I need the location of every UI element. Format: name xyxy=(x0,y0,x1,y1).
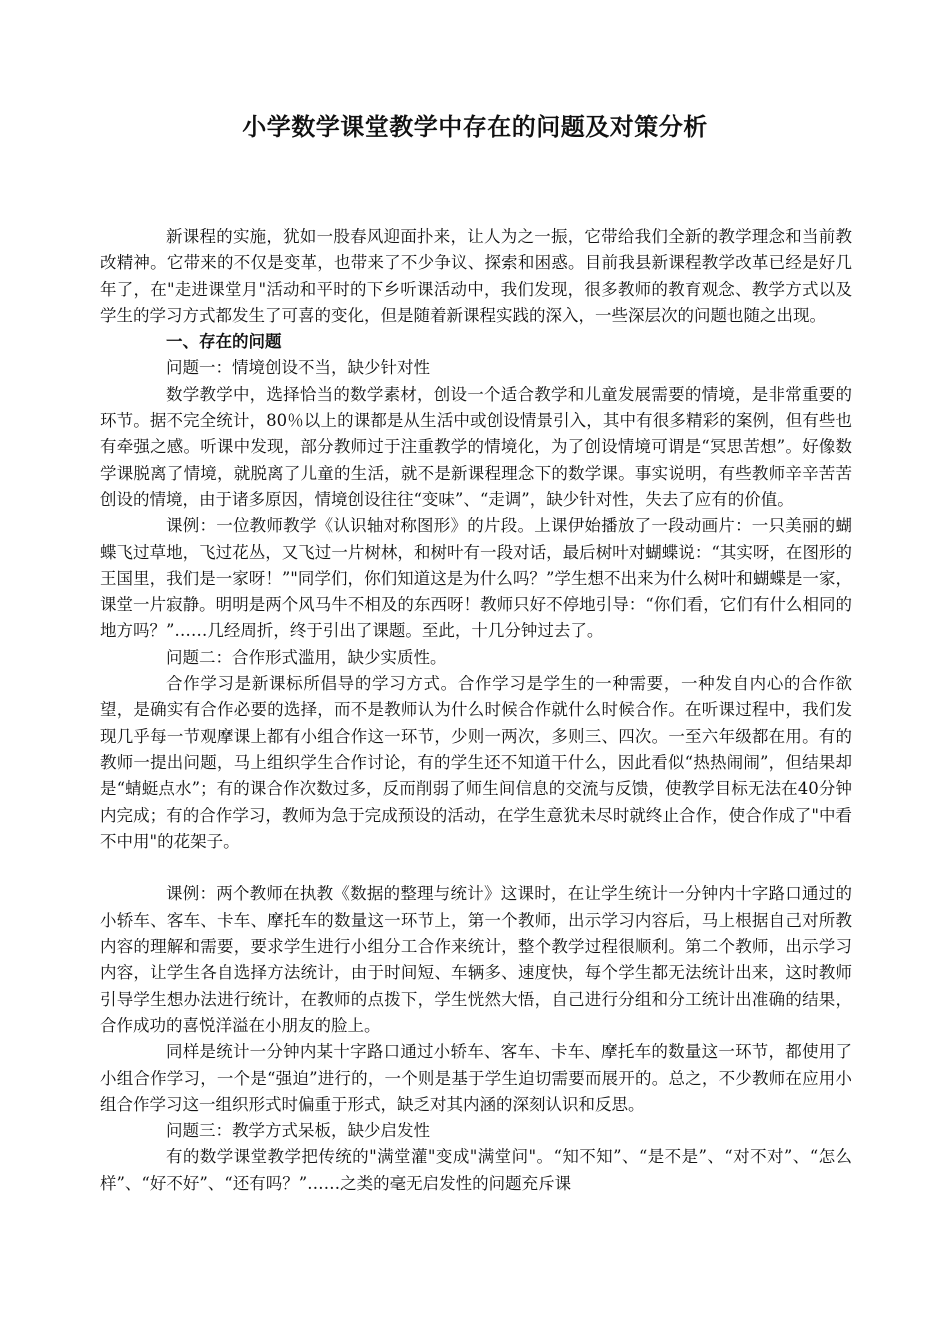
case-paragraph: 课例：一位教师教学《认识轴对称图形》的片段。上课伊始播放了一段动画片：一只美丽的蝴蝶飞过草地，飞过花丛，又飞过一片树林，和树叶有一段对话，最后树叶对蝴蝶说：“其实呀，在图形的王国里，我们是一家呀！”"同学们，你们知道这是为什么吗？”学生想不出来为什么树叶和蝴蝶是一家，课堂一片寂静。明明是两个风马牛不相及的东西呀！教师只好不停地引导：“你们看，它们有什么相同的地方吗？”……几经周折，终于引出了课题。至此，十几分钟过去了。 xyxy=(100,516,852,641)
body-paragraph: 有的数学课堂教学把传统的"满堂灌"变成"满堂问"。“知不知”、“是不是”、“对不对”、“怎么样”、“好不好”、“还有吗？”……之类的毫无启发性的问题充斥课 xyxy=(100,1147,852,1193)
intro-paragraph: 新课程的实施，犹如一股春风迎面扑来，让人为之一振，它带给我们全新的教学理念和当前教改精神。它带来的不仅是变革，也带来了不少争议、探索和困惑。目前我县新课程教学改革已经是好几年了，在"走进课堂月"活动和平时的下乡听课活动中，我们发现，很多教师的教育观念、教学方式以及学生的学习方式都发生了可喜的变化，但是随着新课程实践的深入，一些深层次的问题也随之出现。 xyxy=(100,227,852,325)
problem-heading: 问题二：合作形式滥用，缺少实质性。 xyxy=(166,647,447,667)
case-paragraph: 课例：两个教师在执教《数据的整理与统计》这课时，在让学生统计一分钟内十字路口通过的小轿车、客车、卡车、摩托车的数量这一环节上，第一个教师，出示学习内容后，马上根据自己对所教内容的理解和需要，要求学生进行小组分工合作来统计，整个教学过程很顺利。第二个教师，出示学习内容，让学生各自选择方法统计，由于时间短、车辆多、速度快，每个学生都无法统计出来，这时教师引导学生想办法进行统计，在教师的点拨下，学生恍然大悟，自己进行分组和分工统计出准确的结果，合作成功的喜悦洋溢在小朋友的脸上。 xyxy=(100,884,852,1035)
document-body xyxy=(100,224,852,1197)
problem-heading: 问题三：教学方式呆板，缺少启发性 xyxy=(166,1121,430,1141)
section-heading: 一、存在的问题 xyxy=(166,332,282,352)
body-paragraph: 数学教学中，选择恰当的数学素材，创设一个适合教学和儿童发展需要的情境，是非常重要的环节。据不完全统计，80％以上的课都是从生活中或创设情景引入，其中有很多精彩的案例，但有些也有牵强之感。听课中发现，部分教师过于注重教学的情境化，为了创设情境可谓是“冥思苦想”。好像数学课脱离了情境，就脱离了儿童的生活，就不是新课程理念下的数学课。事实说明，有些教师辛辛苦苦创设的情境，由于诸多原因，情境创设往往“变味”、“走调”，缺少针对性，失去了应有的价值。 xyxy=(100,384,852,509)
paragraph-gap xyxy=(100,855,852,881)
body-paragraph: 合作学习是新课标所倡导的学习方式。合作学习是学生的一种需要，一种发自内心的合作欲望，是确实有合作必要的选择，而不是教师认为什么时候合作就什么时候合作。在听课过程中，我们发现几乎每一节观摩课上都有小组合作这一环节，少则一两次，多则三、四次。一至六年级都在用。有的教师一提出问题，马上组织学生合作讨论，有的学生还不知道干什么，因此看似“热热闹闹”，但结果却是“蜻蜓点水”；有的课合作次数过多，反而削弱了师生间信息的交流与反馈，使教学目标无法在40分钟内完成；有的合作学习，教师为急于完成预设的活动，在学生意犹未尽时就终止合作，使合作成了"中看不中用"的花架子。 xyxy=(100,674,852,851)
document-title: 小学数学课堂教学中存在的问题及对策分析 xyxy=(242,113,708,141)
body-paragraph: 同样是统计一分钟内某十字路口通过小轿车、客车、卡车、摩托车的数量这一环节，都使用了小组合作学习，一个是“强迫”进行的，一个则是基于学生迫切需要而展开的。总之，不少教师在应用小组合作学习这一组织形式时偏重于形式，缺乏对其内涵的深刻认识和反思。 xyxy=(100,1042,852,1114)
problem-heading: 问题一：情境创设不当，缺少针对性 xyxy=(166,358,430,378)
